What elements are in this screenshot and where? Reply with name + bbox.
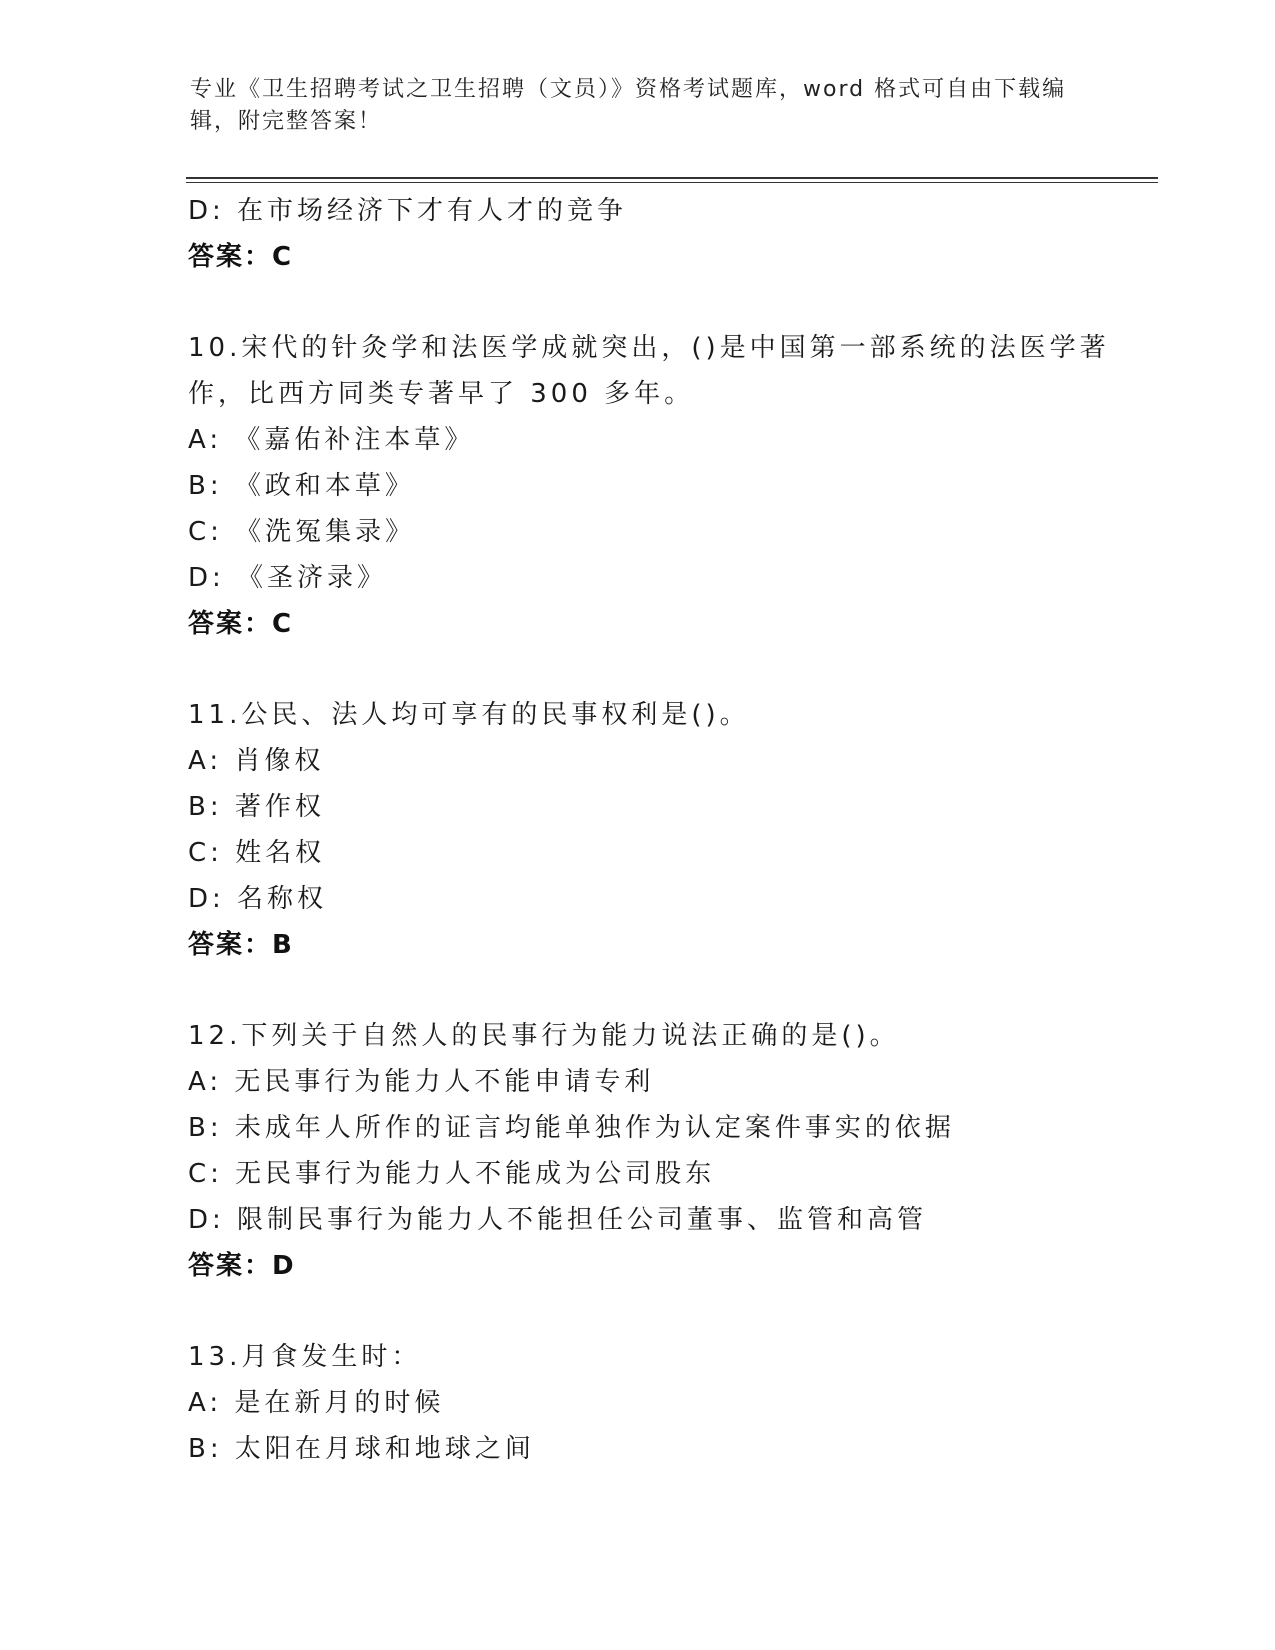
option-b: B: 未成年人所作的证言均能单独作为认定案件事实的依据	[188, 1113, 955, 1143]
question-list	[188, 188, 1168, 1472]
option-b: B: 太阳在月球和地球之间	[188, 1434, 535, 1464]
answer-line: 答案：B	[188, 930, 294, 960]
option-a: A: 是在新月的时候	[188, 1388, 445, 1418]
question-11	[188, 692, 1168, 968]
question-10	[188, 325, 1168, 647]
option-a: A: 《嘉佑补注本草》	[188, 425, 475, 455]
option-d: D: 名称权	[188, 884, 328, 914]
option-a: A: 无民事行为能力人不能申请专利	[188, 1067, 655, 1097]
answer-line: 答案：C	[188, 609, 294, 639]
answer-line: 答案：C	[188, 242, 294, 272]
header-divider-thin	[186, 182, 1158, 183]
answer-line: 答案：D	[188, 1251, 296, 1281]
option-b: B: 著作权	[188, 792, 325, 822]
question-13	[188, 1334, 1168, 1472]
option-b: B: 《政和本草》	[188, 471, 415, 501]
question-stem: 13.月食发生时：	[188, 1342, 422, 1372]
option-c: C: 无民事行为能力人不能成为公司股东	[188, 1159, 716, 1189]
question-stem: 10.宋代的针灸学和法医学成就突出，()是中国第一部系统的法医学著作，比西方同类专著早了 300 多年。	[188, 333, 1110, 409]
previous-question-tail	[188, 188, 1168, 280]
option-d: D: 限制民事行为能力人不能担任公司董事、监管和高管	[188, 1205, 928, 1235]
question-12	[188, 1013, 1168, 1289]
question-stem: 12.下列关于自然人的民事行为能力说法正确的是()。	[188, 1021, 900, 1051]
option-a: A: 肖像权	[188, 746, 325, 776]
option-d: D: 《圣济录》	[188, 563, 388, 593]
header-divider-thick	[186, 177, 1158, 179]
option-d: D: 在市场经济下才有人才的竞争	[188, 196, 628, 226]
question-stem: 11.公民、法人均可享有的民事权利是()。	[188, 700, 750, 730]
option-c: C: 姓名权	[188, 838, 326, 868]
document-header-text: 专业《卫生招聘考试之卫生招聘（文员）》资格考试题库，word 格式可自由下载编辑，附完整答案！	[190, 77, 1067, 134]
option-c: C: 《洗冤集录》	[188, 517, 416, 547]
